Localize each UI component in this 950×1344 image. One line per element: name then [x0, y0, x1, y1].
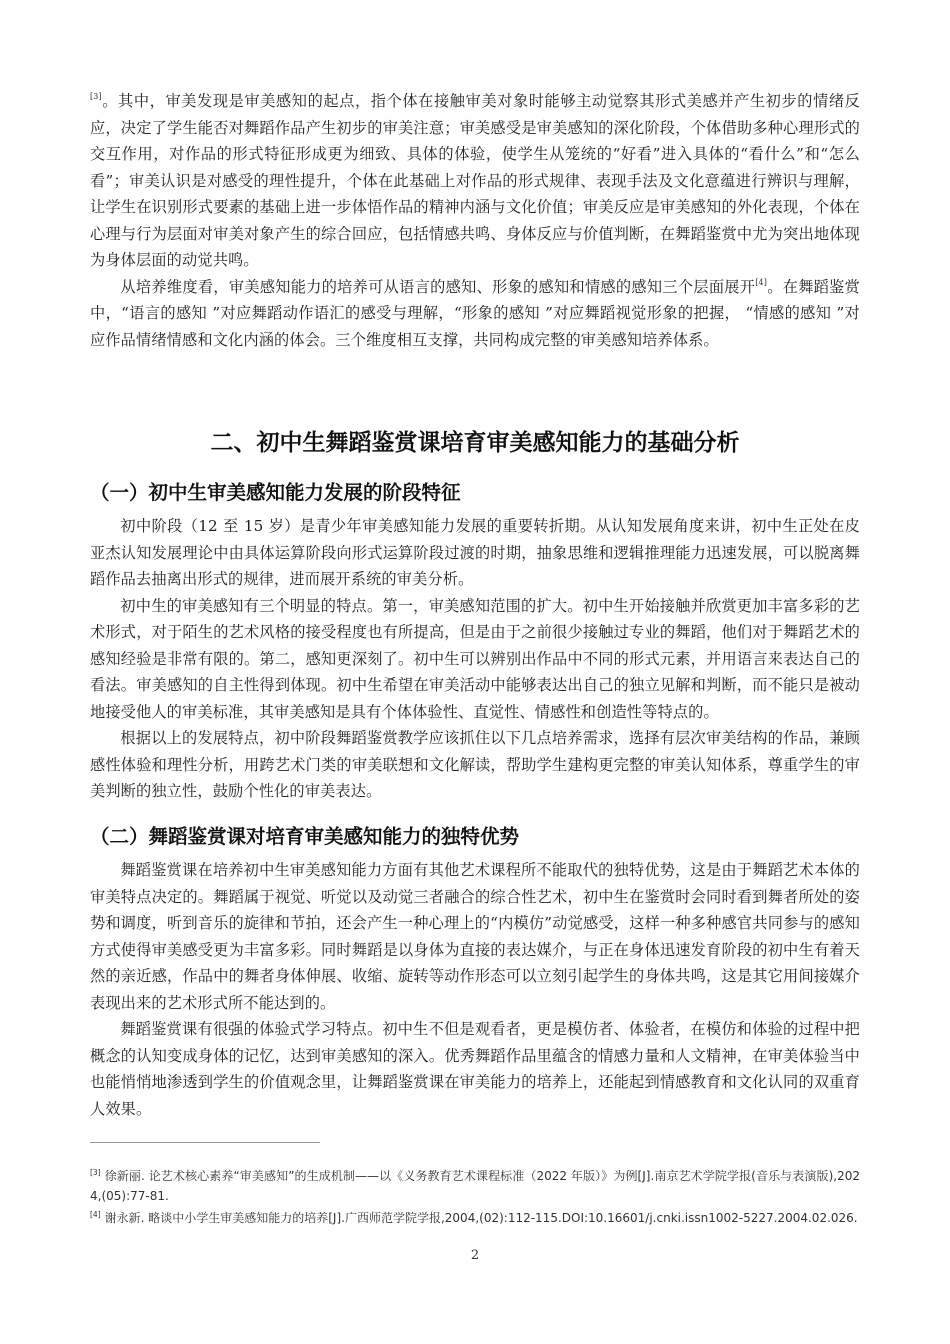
- body-paragraph: 初中阶段（12 至 15 岁）是青少年审美感知能力发展的重要转折期。从认知发展角度来讲，初中生正处在皮亚杰认知发展理论中由具体运算阶段向形式运算阶段过渡的时期，抽象思维和逻辑推理能力迅速发展，可以脱离舞蹈作品去抽离出形式的规律，进而展开系统的审美分析。: [90, 517, 860, 588]
- subsection-2-body: [90, 857, 860, 1122]
- intro-block: [90, 88, 860, 353]
- page-number: 2: [470, 1248, 480, 1263]
- footnote: [90, 1209, 860, 1229]
- subsection-1-body: [90, 513, 860, 805]
- footnote-text: 谢永新. 略谈中小学生审美感知能力的培养[J].广西师范学院学报,2004,(02):112-115.DOI:10.16601/j.cnki.issn1002-5227.2004.02.026.: [104, 1211, 858, 1225]
- footnote-text: 徐新丽. 论艺术核心素养“审美感知”的生成机制——以《义务教育艺术课程标准（2022 年版）》为例[J].南京艺术学院学报(音乐与表演版),2024,(05):77-81.: [90, 1169, 860, 1203]
- footnote-divider: [90, 1142, 320, 1143]
- footnote-ref[interactable]: [4]: [755, 277, 768, 287]
- body-paragraph: [90, 274, 860, 354]
- body-paragraph: 舞蹈鉴赏课有很强的体验式学习特点。初中生不但是观看者，更是模仿者、体验者，在模仿和体验的过程中把概念的认知变成身体的记忆，达到审美感知的深入。优秀舞蹈作品里蕴含的情感力量和人文精神，在审美体验当中也能悄悄地渗透到学生的价值观念里，让舞蹈鉴赏课在审美能力的培养上，还能起到情感教育和文化认同的双重育人效果。: [90, 1020, 860, 1118]
- footnote-ref[interactable]: [3]: [90, 92, 102, 101]
- footnote-mark: [3]: [90, 1168, 101, 1177]
- body-paragraph: 舞蹈鉴赏课在培养初中生审美感知能力方面有其他艺术课程所不能取代的独特优势，这是由于舞蹈艺术本体的审美特点决定的。舞蹈属于视觉、听觉以及动觉三者融合的综合性艺术，初中生在鉴赏时会同时看到舞者所处的姿势和调度，听到音乐的旋律和节拍，还会产生一种心理上的“内模仿”动觉感受，这样一种多种感官共同参与的感知方式使得审美感受更为丰富多彩。同时舞蹈是以身体为直接的表达媒介，与正在身体迅速发育阶段的初中生有着天然的亲近感，作品中的舞者身体伸展、收缩、旋转等动作形态可以立刻引起学生的身体共鸣，这是其它用间接媒介表现出来的艺术形式所不能达到的。: [90, 861, 860, 1012]
- body-paragraph: 根据以上的发展特点，初中阶段舞蹈鉴赏教学应该抓住以下几点培养需求，选择有层次审美结构的作品，兼顾感性体验和理性分析，用跨艺术门类的审美联想和文化解读，帮助学生建构更完整的审美认知体系，尊重学生的审美判断的独立性，鼓励个性化的审美表达。: [90, 729, 860, 800]
- paragraph-text: 。其中，审美发现是审美感知的起点，指个体在接触审美对象时能够主动觉察其形式美感并产生初步的情绪反应，决定了学生能否对舞蹈作品产生初步的审美注意；审美感受是审美感知的深化阶段，个体借助多种心理形式的交互作用，对作品的形式特征形成更为细致、具体的体验，使学生从笼统的“好看”进入具体的“看什么”和“怎么看”；审美认识是对感受的理性提升，个体在此基础上对作品的形式规律、表现手法及文化意蕴进行辨识与理解，让学生在识别形式要素的基础上进一步体悟作品的精神内涵与文化价值；审美反应是审美感知的外化表现，个体在心理与行为层面对审美对象产生的综合回应，包括情感共鸣、身体反应与价值判断，在舞蹈鉴赏中尤为突出地体现为身体层面的动觉共鸣。: [90, 92, 860, 269]
- paragraph-text: 从培养维度看，审美感知能力的培养可从语言的感知、形象的感知和情感的感知三个层面展开: [120, 277, 756, 296]
- footnote: [90, 1167, 860, 1206]
- subsection-heading: （一）初中生审美感知能力发展的阶段特征: [90, 481, 461, 504]
- paragraph-text: 。在舞蹈鉴赏中，“语言的感知 ”对应舞蹈动作语汇的感受与理解，“形象的感知 ”对应舞蹈视觉形象的把握， “情感的感知 ”对应作品情绪情感和文化内涵的体会。三个维度相互支撑，共同构成完整的审美感知培养体系。: [90, 277, 860, 349]
- body-paragraph: [90, 88, 860, 274]
- subsection-heading: （二）舞蹈鉴赏课对培育审美感知能力的独特优势: [90, 825, 520, 848]
- body-paragraph: 初中生的审美感知有三个明显的特点。第一，审美感知范围的扩大。初中生开始接触并欣赏更加丰富多彩的艺术形式，对于陌生的艺术风格的接受程度也有所提高，但是由于之前很少接触过专业的舞蹈，他们对于舞蹈艺术的感知经验是非常有限的。第二，感知更深刻了。初中生可以辨别出作品中不同的形式元素，并用语言来表达自己的看法。审美感知的自主性得到体现。初中生希望在审美活动中能够表达出自己的独立见解和判断，而不能只是被动地接受他人的审美标准，其审美感知是具有个体体验性、直觉性、情感性和创造性等特点的。: [90, 596, 860, 721]
- section-heading: 二、初中生舞蹈鉴赏课培育审美感知能力的基础分析: [210, 430, 740, 456]
- footnotes: [90, 1167, 860, 1232]
- footnote-mark: [4]: [90, 1210, 101, 1219]
